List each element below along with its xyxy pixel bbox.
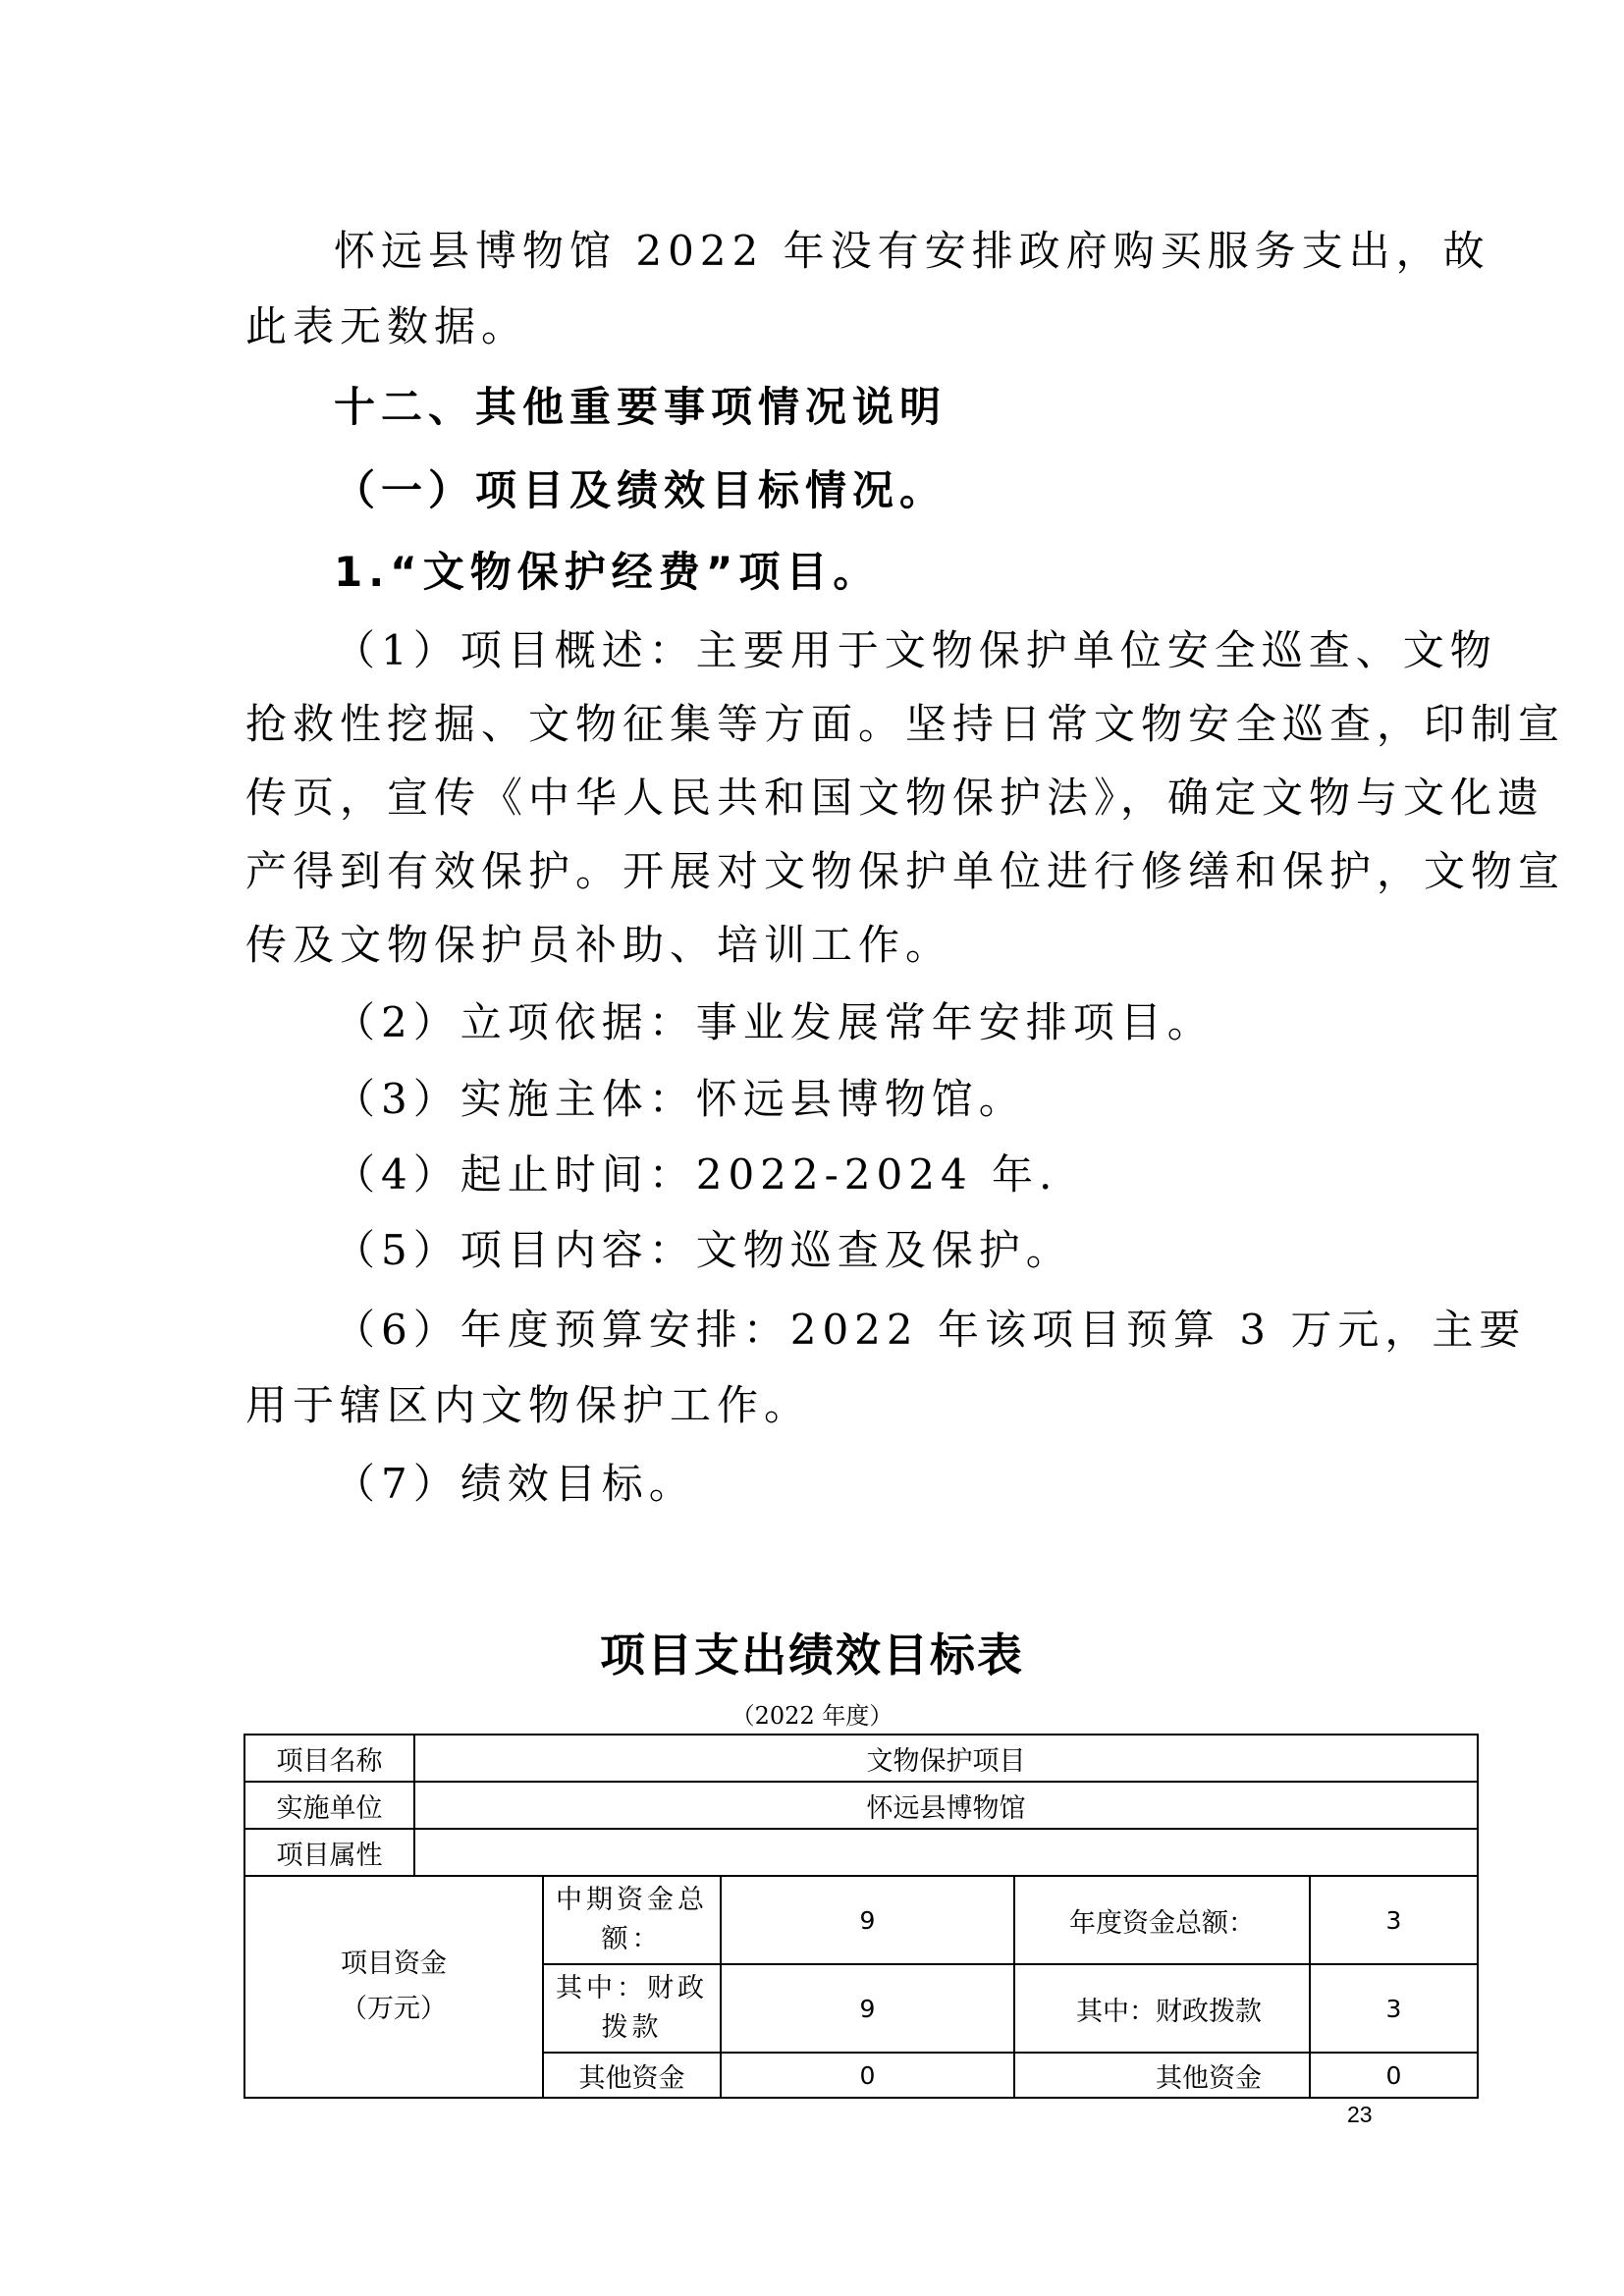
paragraph-line: （6）年度预算安排：2022 年该项目预算 3 万元，主要 (334, 1306, 1527, 1354)
table-title: 项目支出绩效目标表 (600, 1629, 1024, 1682)
annual-other-value: 0 (1310, 2053, 1478, 2098)
table-row (244, 1829, 1478, 1876)
annual-total-value: 3 (1310, 1876, 1478, 1964)
table-row (244, 1876, 1478, 1964)
mid-term-other-value: 0 (721, 2053, 1014, 2098)
paragraph-line: （4）起止时间：2022-2024 年. (334, 1150, 1058, 1199)
paragraph-line: 十二、其他重要事项情况说明 (334, 383, 947, 431)
performance-target-table (244, 1734, 1479, 2099)
table-row (244, 1782, 1478, 1829)
paragraph-line: （7）绩效目标。 (334, 1460, 696, 1508)
mid-term-fiscal-label: 其中：财政拨款 (543, 1964, 721, 2053)
project-fund-label (244, 1876, 543, 2098)
project-attribute-label: 项目属性 (244, 1829, 414, 1876)
paragraph-line: （2）立项依据：事业发展常年安排项目。 (334, 998, 1215, 1046)
paragraph-line: （一）项目及绩效目标情况。 (334, 466, 947, 514)
project-name-value: 文物保护项目 (414, 1735, 1478, 1782)
annual-fiscal-value: 3 (1310, 1964, 1478, 2053)
table-subtitle: （2022 年度） (731, 1702, 893, 1730)
implementing-unit-value: 怀远县博物馆 (414, 1782, 1478, 1829)
project-fund-label-line-2: （万元） (341, 1994, 447, 2024)
mid-term-total-label: 中期资金总额： (543, 1876, 721, 1964)
paragraph-line: 产得到有效保护。开展对文物保护单位进行修缮和保护，文物宣 (245, 847, 1566, 895)
paragraph-line: 此表无数据。 (245, 302, 529, 350)
paragraph-line: 传页，宣传《中华人民共和国文物保护法》，确定文物与文化遗 (245, 774, 1545, 822)
project-fund-label-line-1: 项目资金 (341, 1949, 447, 1979)
implementing-unit-label: 实施单位 (244, 1782, 414, 1829)
mid-term-fiscal-value: 9 (721, 1964, 1014, 2053)
paragraph-line: 怀远县博物馆 2022 年没有安排政府购买服务支出，故 (334, 227, 1490, 275)
project-name-label: 项目名称 (244, 1735, 414, 1782)
mid-term-other-label: 其他资金 (543, 2053, 721, 2098)
paragraph-line: 用于辖区内文物保护工作。 (245, 1381, 812, 1429)
annual-fiscal-label: 其中：财政拨款 (1014, 1964, 1310, 2053)
paragraph-line: 抢救性挖掘、文物征集等方面。坚持日常文物安全巡查，印制宣 (245, 700, 1566, 748)
project-attribute-value (414, 1829, 1478, 1876)
paragraph-line: 1.“文物保护经费”项目。 (334, 548, 881, 596)
paragraph-line: （3）实施主体：怀远县博物馆。 (334, 1075, 1026, 1123)
mid-term-total-value: 9 (721, 1876, 1014, 1964)
paragraph-line: （1）项目概述：主要用于文物保护单位安全巡查、文物 (334, 626, 1497, 674)
table-row (244, 1735, 1478, 1782)
page-number: 23 (1347, 2102, 1373, 2127)
paragraph-line: （5）项目内容：文物巡查及保护。 (334, 1226, 1073, 1274)
annual-total-label: 年度资金总额： (1014, 1876, 1310, 1964)
annual-other-label: 其他资金 (1014, 2053, 1310, 2098)
paragraph-line: 传及文物保护员补助、培训工作。 (245, 921, 953, 969)
